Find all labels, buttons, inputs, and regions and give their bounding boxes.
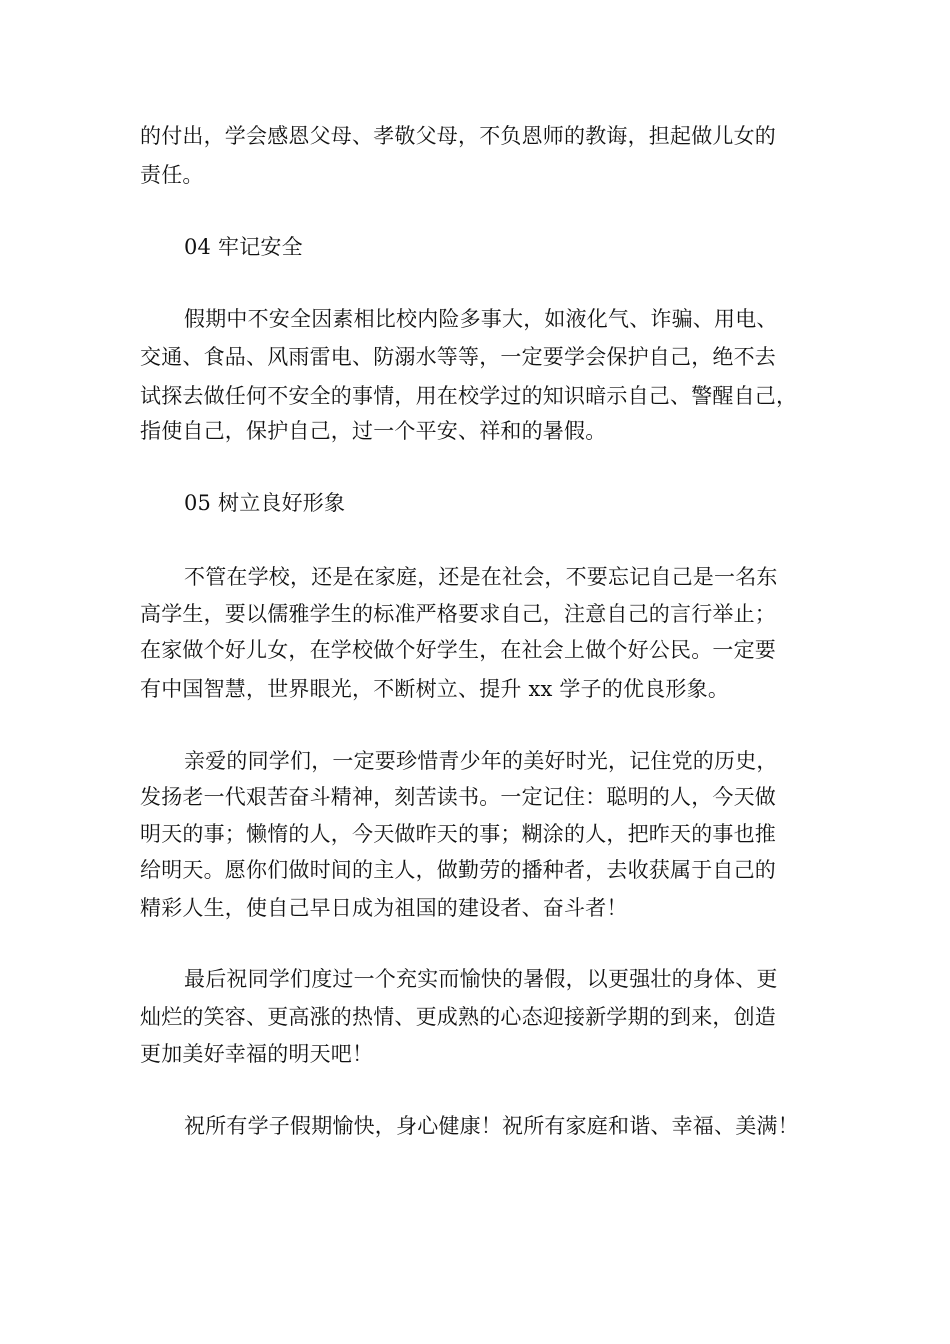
paragraph-3-line-3: 在家做个好儿女，在学校做个好学生，在社会上做个好公民。一定要	[140, 638, 776, 662]
paragraph-2-line-3: 试探去做任何不安全的事情，用在校学过的知识暗示自己、警醒自己，	[140, 384, 798, 408]
paragraph-4-line-1: 亲爱的同学们，一定要珍惜青少年的美好时光，记住党的历史，	[184, 749, 778, 773]
paragraph-2-line-4: 指使自己，保护自己，过一个平安、祥和的暑假。	[140, 419, 607, 443]
paragraph-5-line-3: 更加美好幸福的明天吧！	[140, 1042, 374, 1066]
paragraph-3-line-2: 高学生，要以儒雅学生的标准严格要求自己，注意自己的言行举止；	[140, 602, 776, 626]
paragraph-3-line-1: 不管在学校，还是在家庭，还是在社会，不要忘记自己是一名东	[184, 565, 778, 589]
paragraph-4-line-5: 精彩人生，使自己早日成为祖国的建设者、奋斗者！	[140, 896, 628, 920]
paragraph-4-line-3: 明天的事；懒惰的人，今天做昨天的事；糊涂的人，把昨天的事也推	[140, 822, 776, 846]
paragraph-1-line-1: 的付出，学会感恩父母、孝敬父母，不负恩师的教诲，担起做儿女的	[140, 124, 776, 148]
paragraph-2-line-2: 交通、食品、风雨雷电、防溺水等等，一定要学会保护自己，绝不去	[140, 345, 776, 369]
paragraph-6-line-1: 祝所有学子假期愉快，身心健康！祝所有家庭和谐、幸福、美满！	[184, 1114, 799, 1138]
section-heading-05: 05 树立良好形象	[184, 491, 346, 515]
paragraph-4-line-2: 发扬老一代艰苦奋斗精神，刻苦读书。一定记住：聪明的人，今天做	[140, 785, 776, 809]
section-heading-04: 04 牢记安全	[184, 235, 303, 259]
paragraph-5-line-1: 最后祝同学们度过一个充实而愉快的暑假，以更强壮的身体、更	[184, 967, 778, 991]
paragraph-5-line-2: 灿烂的笑容、更高涨的热情、更成熟的心态迎接新学期的到来，创造	[140, 1005, 776, 1029]
paragraph-3-line-4: 有中国智慧，世界眼光，不断树立、提升 xx 学子的优良形象。	[140, 677, 730, 701]
paragraph-2-line-1: 假期中不安全因素相比校内险多事大，如液化气、诈骗、用电、	[184, 307, 778, 331]
paragraph-4-line-4: 给明天。愿你们做时间的主人，做勤劳的播种者，去收获属于自己的	[140, 858, 776, 882]
paragraph-1-line-2: 责任。	[140, 163, 204, 187]
